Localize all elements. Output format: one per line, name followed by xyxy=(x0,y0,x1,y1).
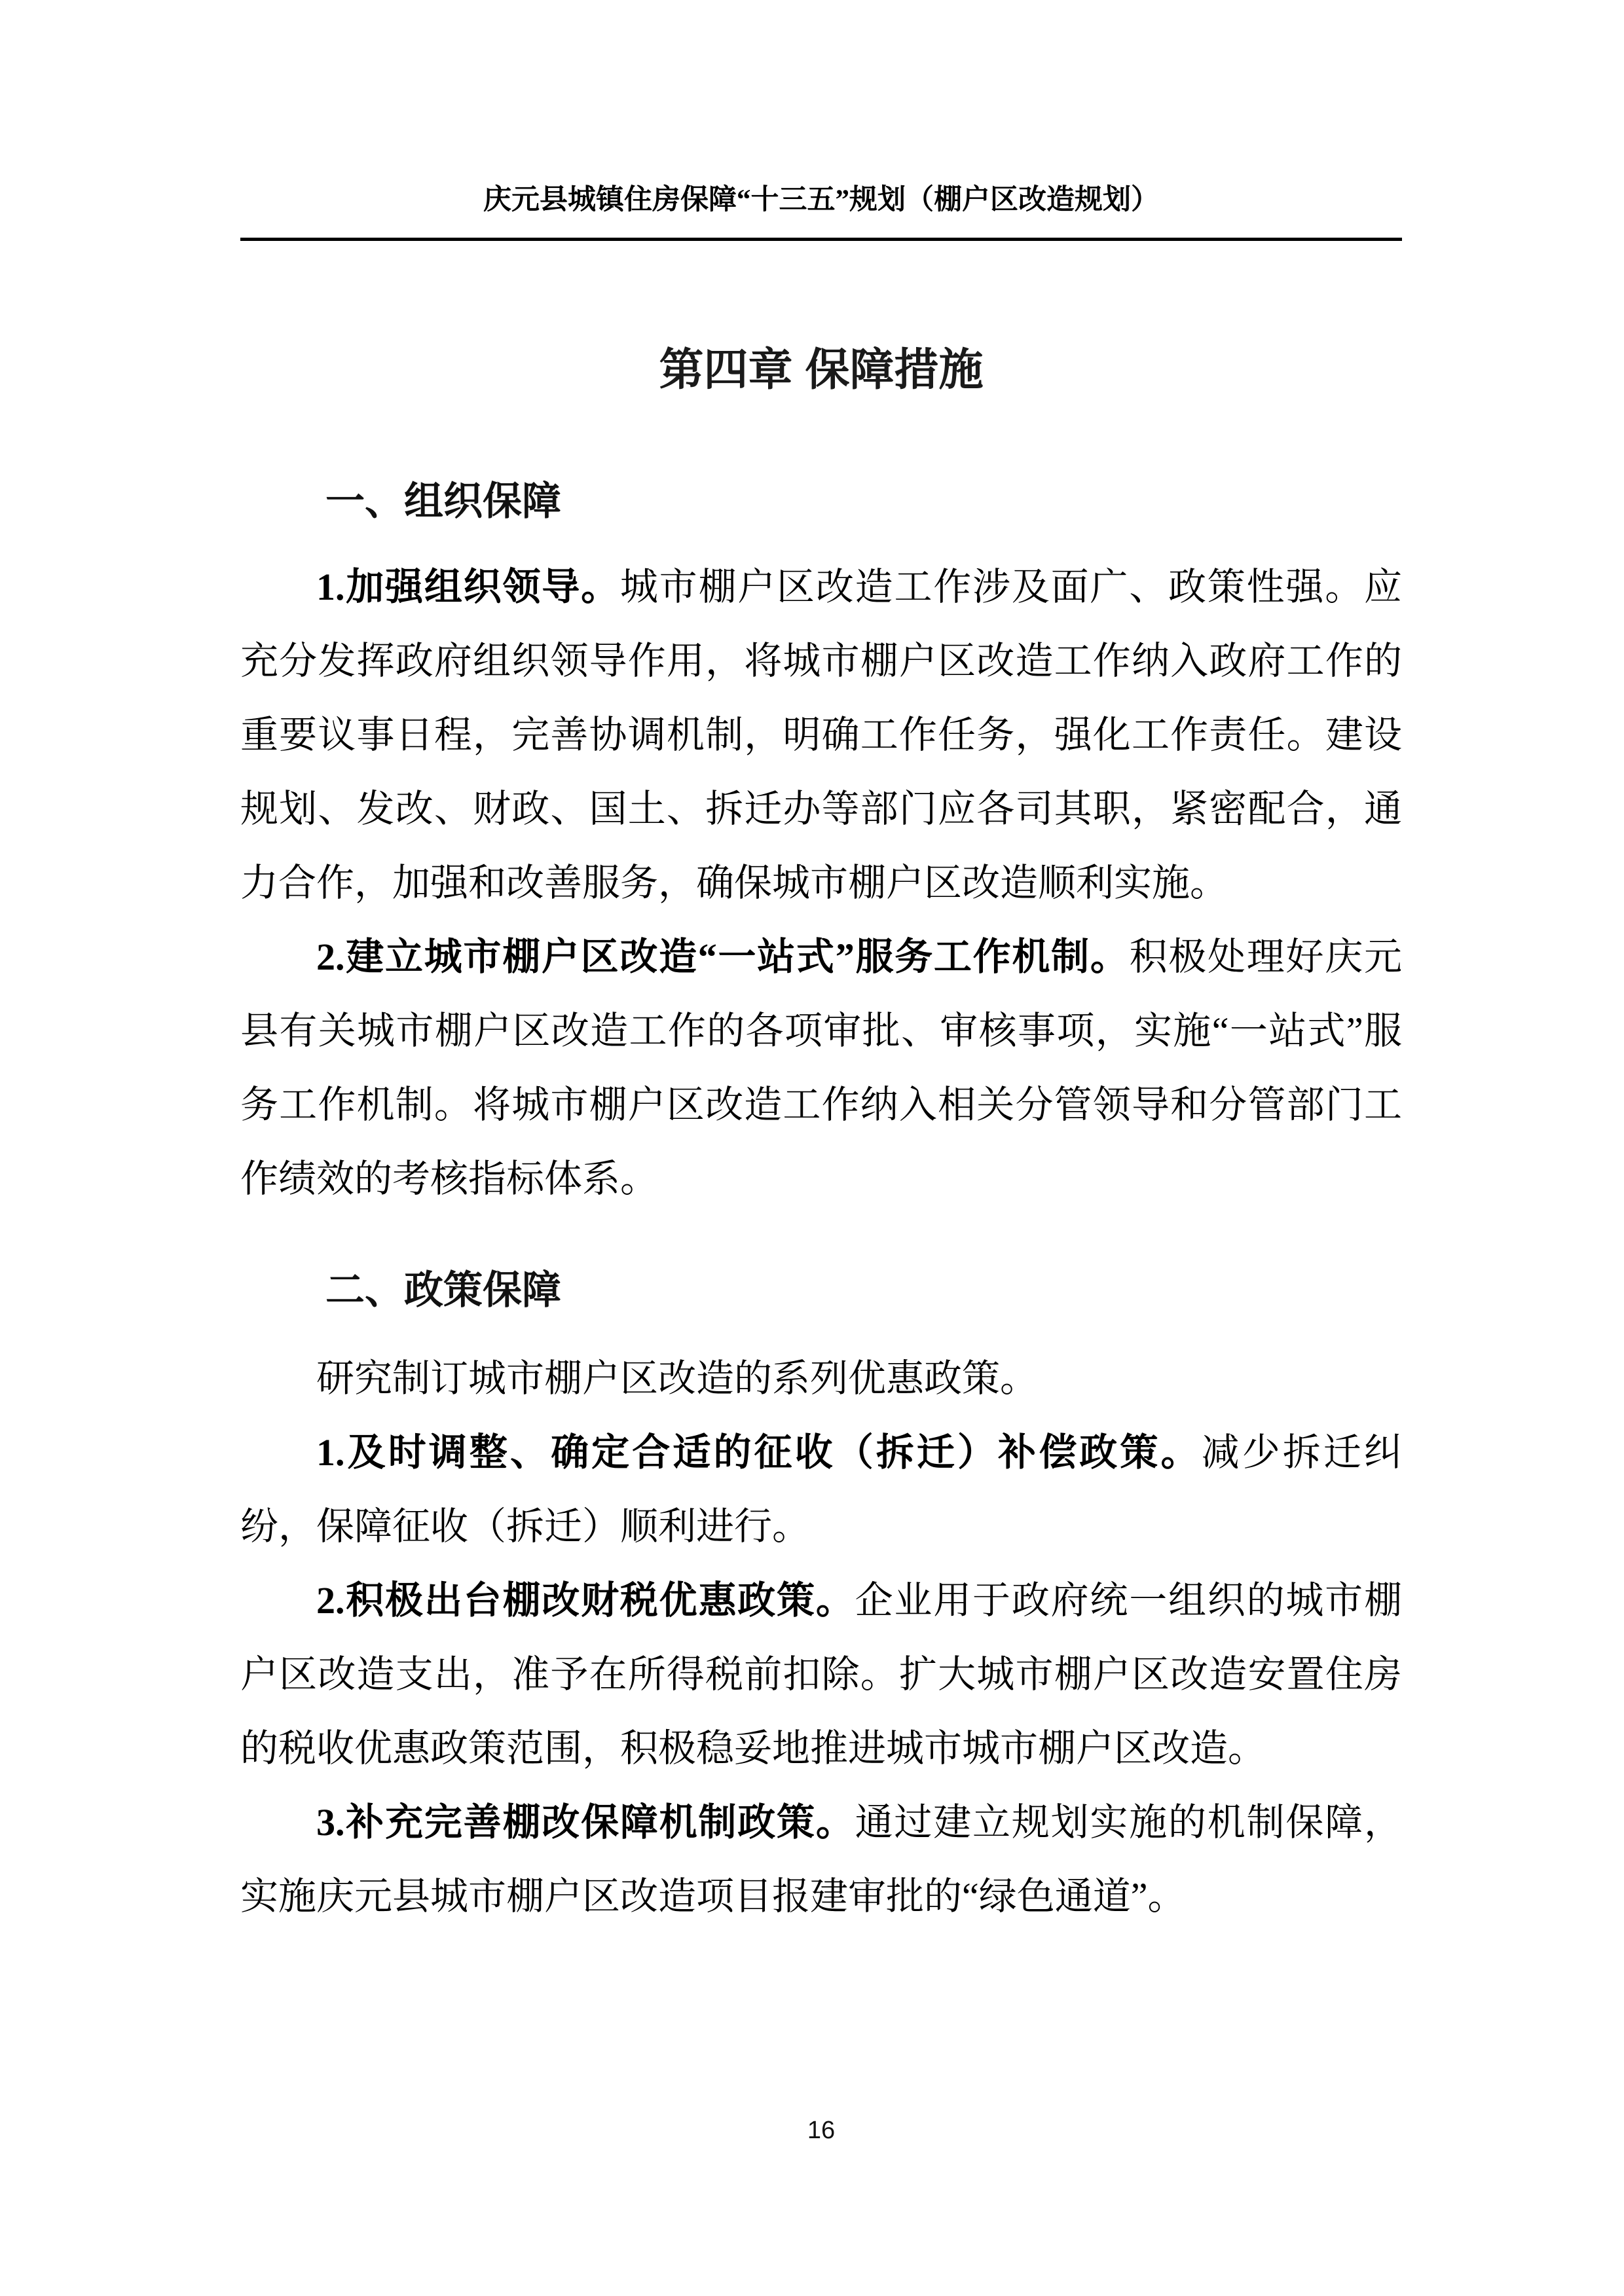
paragraph-lead: 1.加强组织领导。 xyxy=(316,566,620,608)
paragraph-text: 企业用于政府统一组织的城市棚户区改造支出，准予在所得税前扣除。扩大城市棚户区改造安置住房的税收优惠政策范围，积极稳妥地推进城市城市棚户区改造。 xyxy=(240,1579,1402,1770)
paragraph-text: 通过建立规划实施的机制保障，实施庆元县城市棚户区改造项目报建审批的“绿色通道”。 xyxy=(240,1801,1402,1918)
paragraph xyxy=(240,920,1402,1216)
page-header xyxy=(240,185,1402,241)
paragraph-lead: 1.及时调整、确定合适的征收（拆迁）补偿政策。 xyxy=(316,1431,1202,1474)
section-heading-organization: 一、组织保障 xyxy=(325,479,561,523)
paragraph xyxy=(240,1341,1402,1415)
section-body-organization xyxy=(240,550,1402,1216)
chapter-title: 第四章 保障措施 xyxy=(659,345,984,395)
page-content xyxy=(240,243,1402,1933)
paragraph-lead: 2.建立城市棚户区改造“一站式”服务工作机制。 xyxy=(316,936,1130,978)
paragraph xyxy=(240,1415,1402,1563)
paragraph-text: 减少拆迁纠纷，保障征收（拆迁）顺利进行。 xyxy=(240,1431,1402,1548)
page-header-title: 庆元县城镇住房保障“十三五”规划（棚户区改造规划） xyxy=(483,185,1159,215)
paragraph xyxy=(240,550,1402,920)
paragraph xyxy=(240,1563,1402,1785)
paragraph-text: 城市棚户区改造工作涉及面广、政策性强。应充分发挥政府组织领导作用，将城市棚户区改造工作纳入政府工作的重要议事日程，完善协调机制，明确工作任务，强化工作责任。建设规划、发改、财政、国土、拆迁办等部门应各司其职，紧密配合，通力合作，加强和改善服务，确保城市棚户区改造顺利实施。 xyxy=(240,566,1402,904)
paragraph xyxy=(240,1785,1402,1933)
paragraph-text: 研究制订城市棚户区改造的系列优惠政策。 xyxy=(316,1357,1039,1400)
paragraph-lead: 3.补充完善棚改保障机制政策。 xyxy=(316,1801,855,1844)
paragraph-lead: 2.积极出台棚改财税优惠政策。 xyxy=(316,1579,855,1622)
section-heading-policy: 二、政策保障 xyxy=(325,1268,561,1312)
section-body-policy xyxy=(240,1341,1402,1933)
paragraph-text: 积极处理好庆元县有关城市棚户区改造工作的各项审批、审核事项，实施“一站式”服务工作机制。将城市棚户区改造工作纳入相关分管领导和分管部门工作绩效的考核指标体系。 xyxy=(240,936,1402,1200)
page-number: 16 xyxy=(807,2117,836,2144)
